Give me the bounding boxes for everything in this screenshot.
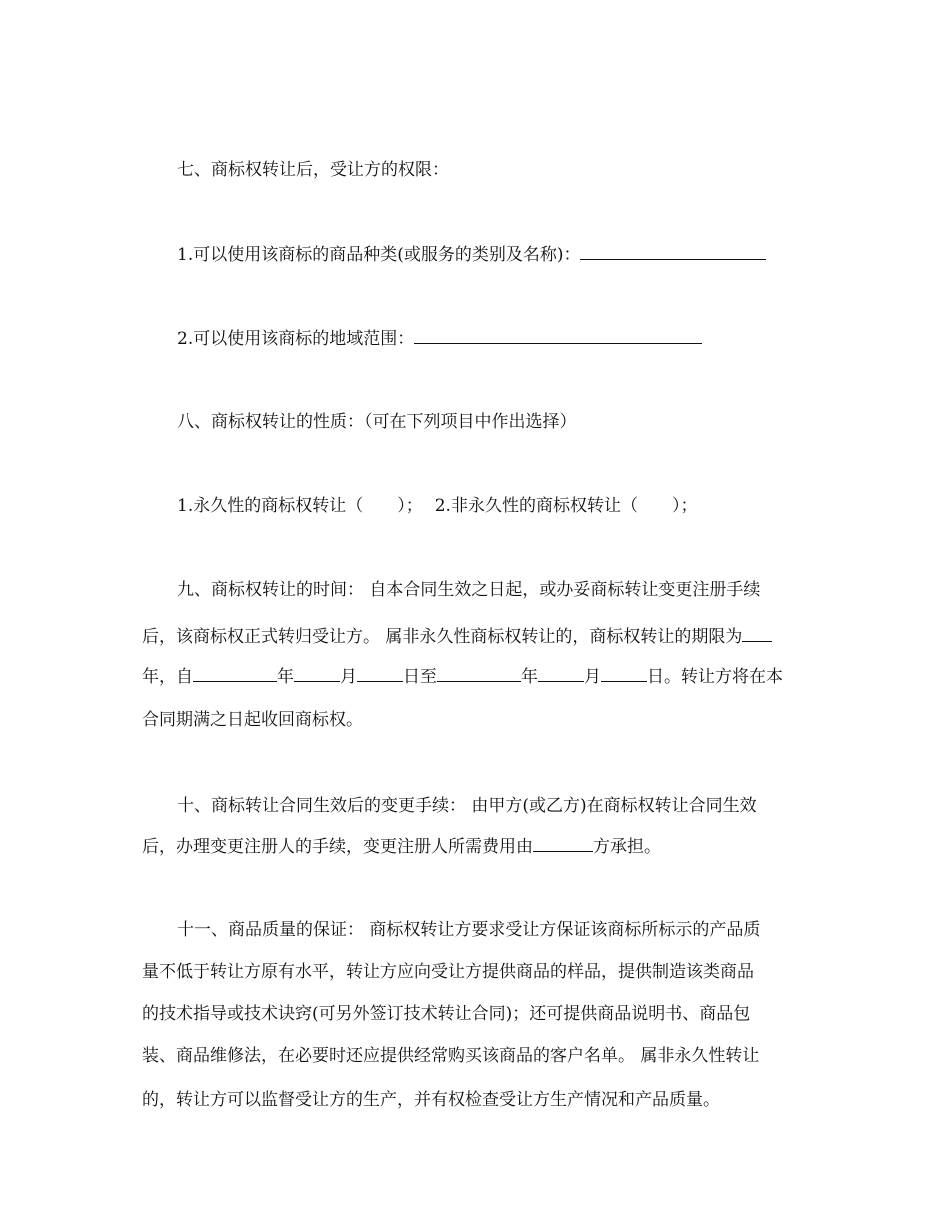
section-8-title — [177, 410, 577, 434]
section-7-item-2-text: 2.可以使用该商标的地域范围： — [177, 329, 415, 349]
text-month-2: 月 — [584, 667, 601, 687]
option-permanent-label: 1.永久性的商标权转让（ — [177, 496, 364, 516]
section-11-line-2-text: 量不低于转让方原有水平，转让方应向受让方提供商品的样品，提供制造该类商品 — [142, 962, 754, 982]
section-11-line-3 — [142, 1002, 750, 1026]
text-year-from: 年，自 — [142, 667, 193, 687]
text-year-2: 年 — [521, 667, 538, 687]
section-7-title-text: 七、商标权转让后，受让方的权限： — [177, 160, 449, 180]
section-11-line-5-text: 的，转让方可以监督受让方的生产，并有权检查受让方生产情况和产品质量。 — [142, 1090, 720, 1110]
fill-blank-region[interactable] — [414, 326, 702, 344]
section-9-line-4-text: 合同期满之日起收回商标权。 — [142, 710, 363, 730]
option-non-permanent-label: 2.非永久性的商标权转让（ — [434, 496, 638, 516]
fill-blank-start-month[interactable] — [294, 664, 340, 682]
section-7-item-1 — [177, 242, 766, 267]
section-11-line-5 — [142, 1088, 720, 1112]
section-11-line-4 — [142, 1044, 759, 1068]
fill-blank-start-year[interactable] — [193, 664, 277, 682]
section-11-line-1 — [177, 918, 760, 942]
fill-blank-fee-party[interactable] — [533, 834, 593, 852]
section-9-line-1-text: 九、商标权转让的时间： 自本合同生效之日起，或办妥商标转让变更注册手续 — [177, 580, 761, 600]
section-9-line-2-text: 后，该商标权正式转归受让方。 属非永久性商标权转让的，商标权转让的期限为 — [142, 627, 743, 647]
text-day-to: 日至 — [403, 667, 437, 687]
section-7-item-1-text: 1.可以使用该商标的商品种类(或服务的类别及名称)： — [177, 245, 581, 265]
section-10-line-2-text: 后，办理变更注册人的手续，变更注册人所需费用由 — [142, 837, 533, 857]
section-11-line-2 — [142, 960, 754, 984]
fill-blank-end-month[interactable] — [538, 664, 584, 682]
fill-blank-goods-category[interactable] — [580, 242, 766, 260]
section-7-title — [177, 158, 449, 182]
option-non-permanent-end: ）； — [671, 496, 698, 516]
text-day-end: 日。转让方将在本 — [647, 667, 783, 687]
fill-blank-end-day[interactable] — [601, 664, 647, 682]
section-10-line-2 — [142, 834, 661, 859]
section-8-options — [177, 494, 697, 518]
section-9-line-2 — [142, 624, 772, 649]
option-permanent-end: ）； — [397, 496, 423, 516]
section-11-line-3-text: 的技术指导或技术诀窍(可另外签订技术转让合同)；还可提供商品说明书、商品包 — [142, 1004, 751, 1024]
text-month: 月 — [340, 667, 357, 687]
section-9-line-1 — [177, 578, 760, 602]
section-10-line-1 — [177, 794, 757, 818]
fill-blank-term-years[interactable] — [742, 624, 772, 642]
fill-blank-end-year[interactable] — [437, 664, 521, 682]
text-year: 年 — [277, 667, 294, 687]
section-7-item-2 — [177, 326, 702, 351]
section-11-line-1-text: 十一、商品质量的保证： 商标权转让方要求受让方保证该商标所标示的产品质 — [177, 920, 761, 940]
fill-blank-start-day[interactable] — [357, 664, 403, 682]
section-10-line-2-end: 方承担。 — [593, 837, 661, 857]
section-8-title-text: 八、商标权转让的性质：（可在下列项目中作出选择） — [177, 412, 577, 432]
section-11-line-4-text: 装、商品维修法，在必要时还应提供经常购买该商品的客户名单。 属非永久性转让 — [142, 1046, 760, 1066]
section-10-line-1-text: 十、商标转让合同生效后的变更手续： 由甲方(或乙方)在商标权转让合同生效 — [177, 796, 757, 816]
section-9-line-3 — [142, 664, 783, 689]
section-9-line-4 — [142, 708, 363, 732]
